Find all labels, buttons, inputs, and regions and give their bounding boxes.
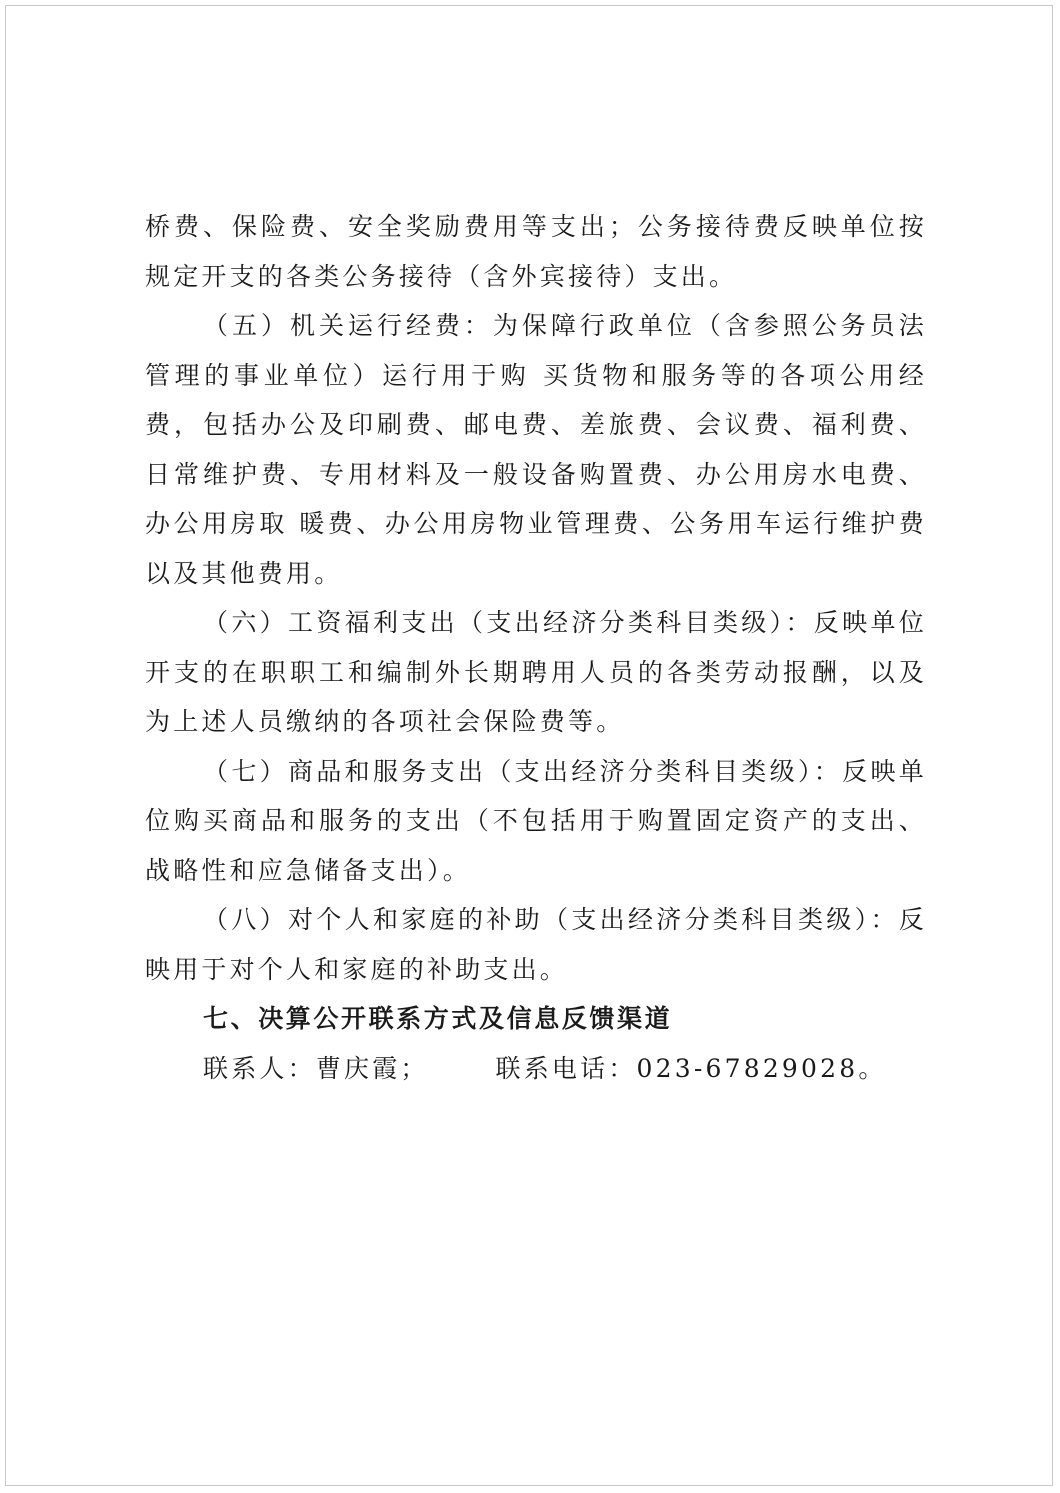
contact-person-label: 联系人： <box>203 1053 316 1083</box>
contact-person-name: 曹庆霞； <box>315 1053 429 1083</box>
paragraph-operating-expenses: （五）机关运行经费：为保障行政单位（含参照公务员法管理的事业单位）运行用于购 买货物和服务等的各项公用经费，包括办公及印刷费、邮电费、差旅费、会议费、福利费、日常维护费、专用材料及一般设备购置费、办公用房水电费、办公用房取 暖费、办公用房物业管理费、公务用车运行维护费以及其他费用。 <box>145 311 927 588</box>
contact-line <box>145 1044 927 1094</box>
paragraph-subsidies: （八）对个人和家庭的补助（支出经济分类科目类级）：反映用于对个人和家庭的补助支出。 <box>145 905 927 984</box>
paragraph-continuation: 桥费、保险费、安全奖励费用等支出；公务接待费反映单位按规定开支的各类公务接待（含外宾接待）支出。 <box>145 212 927 291</box>
paragraph-wage-welfare: （六）工资福利支出（支出经济分类科目类级）：反映单位开支的在职职工和编制外长期聘用人员的各类劳动报酬，以及为上述人员缴纳的各项社会保险费等。 <box>145 608 927 736</box>
paragraph-goods-services: （七）商品和服务支出（支出经济分类科目类级）：反映单位购买商品和服务的支出（不包括用于购置固定资产的支出、战略性和应急储备支出）。 <box>145 756 927 885</box>
contact-phone-label: 联系电话： <box>495 1053 637 1083</box>
document-body <box>145 202 927 1093</box>
contact-phone-value: 023-67829028。 <box>636 1053 887 1083</box>
section-heading: 七、决算公开联系方式及信息反馈渠道 <box>203 1004 673 1033</box>
document-page <box>5 5 1053 1486</box>
